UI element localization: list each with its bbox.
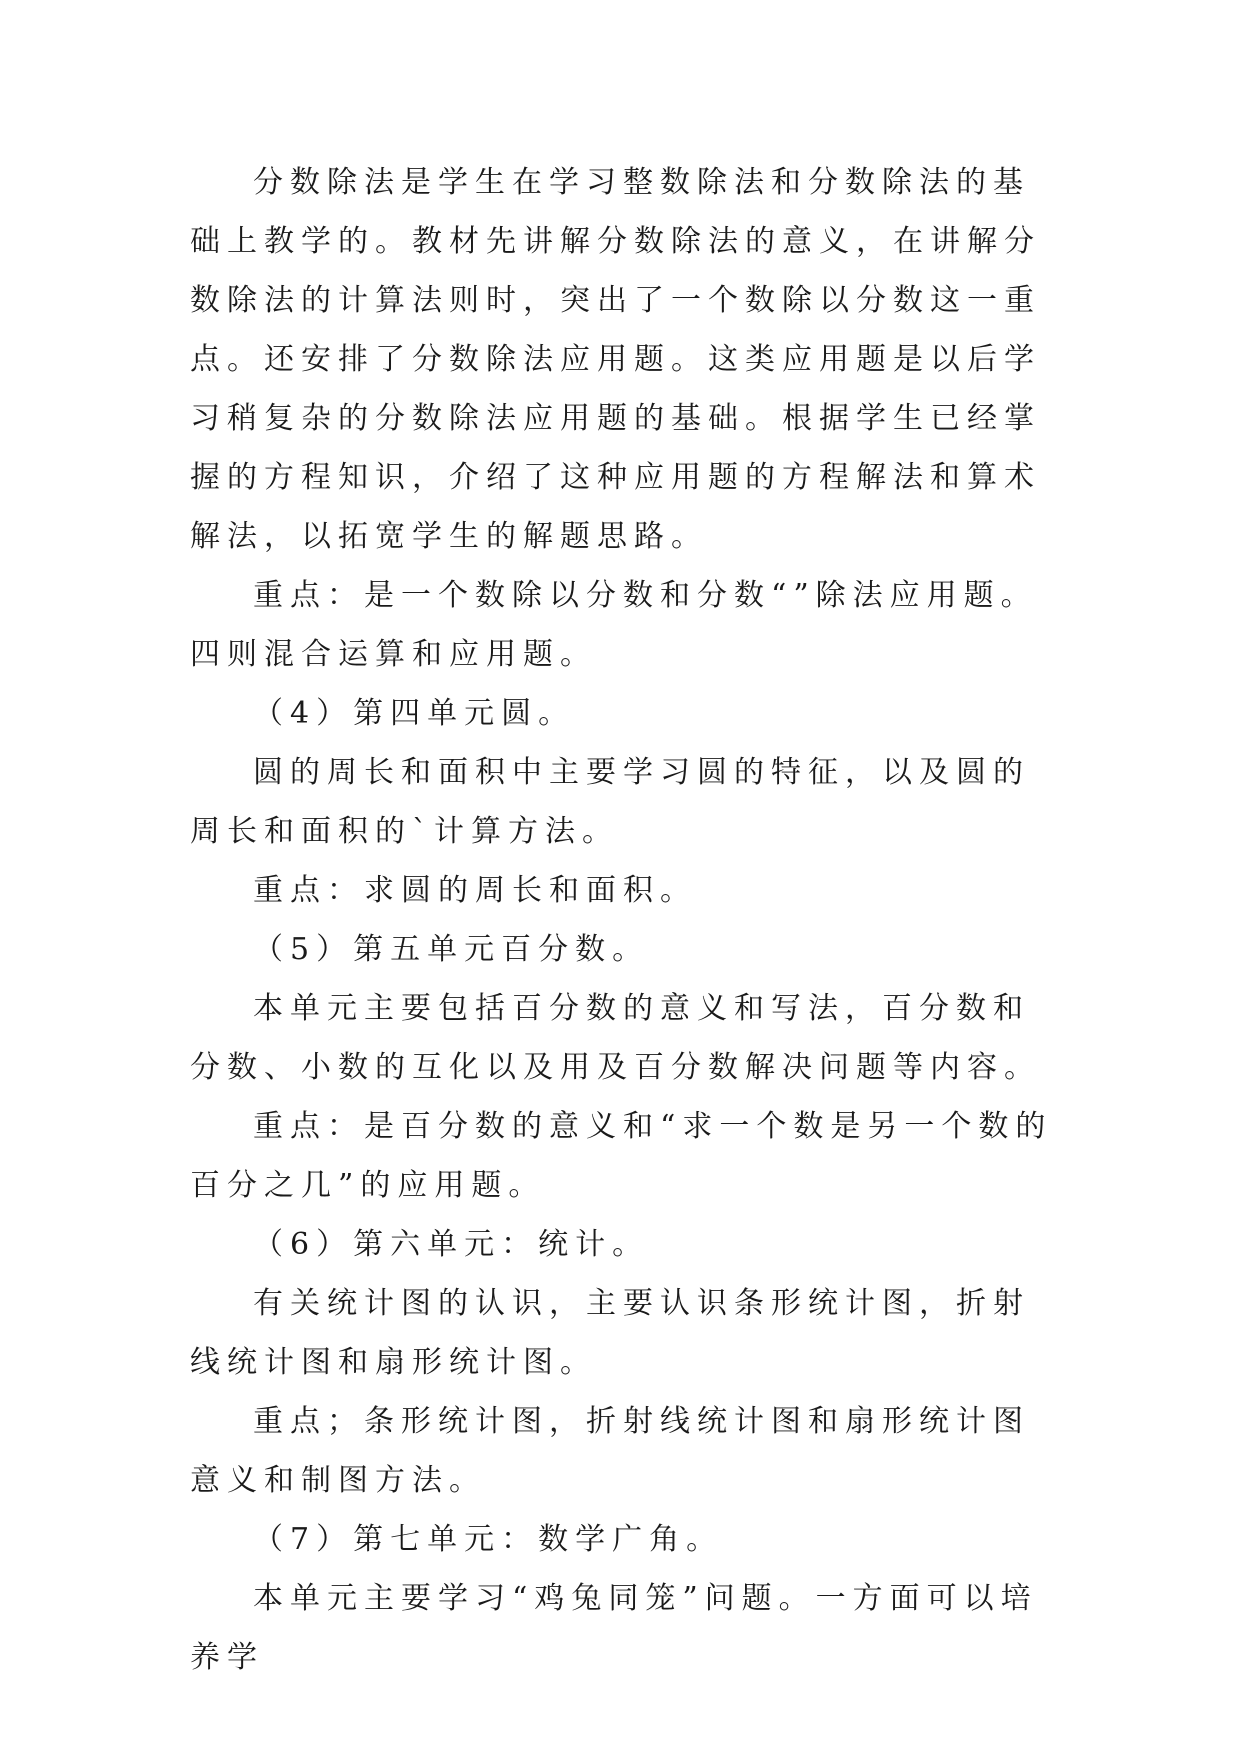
paragraph-key-point-division: 重点：是一个数除以分数和分数“”除法应用题。四则混合运算和应用题。 (190, 578, 1038, 672)
paragraph-percent: 本单元主要包括百分数的意义和写法，百分数和分数、小数的互化以及用及百分数解决问题等内容。 (190, 991, 1041, 1085)
heading-unit-7: （7）第七单元：数学广角。 (253, 1522, 724, 1557)
paragraph-math-wide-angle: 本单元主要学习“鸡兔同笼”问题。一方面可以培养学 (190, 1581, 1038, 1675)
paragraph-key-point-percent: 重点：是百分数的意义和“求一个数是另一个数的百分之几”的应用题。 (190, 1109, 1053, 1203)
paragraph-key-point-statistics: 重点；条形统计图，折射线统计图和扇形统计图意义和制图方法。 (190, 1404, 1030, 1498)
document-body (190, 153, 1060, 1687)
paragraph-circle: 圆的周长和面积中主要学习圆的特征，以及圆的周长和面积的`计算方法。 (190, 755, 1030, 849)
heading-unit-5: （5）第五单元百分数。 (253, 932, 650, 967)
heading-unit-6: （6）第六单元：统计。 (253, 1227, 650, 1262)
paragraph-key-point-circle: 重点：求圆的周长和面积。 (253, 873, 697, 908)
paragraph-fraction-division: 分数除法是学生在学习整数除法和分数除法的基础上教学的。教材先讲解分数除法的意义，在讲解分数除法的计算法则时，突出了一个数除以分数这一重点。还安排了分数除法应用题。这类应用题是以后学习稍复杂的分数除法应用题的基础。根据学生已经掌握的方程知识，介绍了这种应用题的方程解法和算术解法，以拓宽学生的解题思路。 (190, 165, 1041, 554)
heading-unit-4: （4）第四单元圆。 (253, 696, 576, 731)
paragraph-statistics: 有关统计图的认识，主要认识条形统计图，折射线统计图和扇形统计图。 (190, 1286, 1030, 1380)
